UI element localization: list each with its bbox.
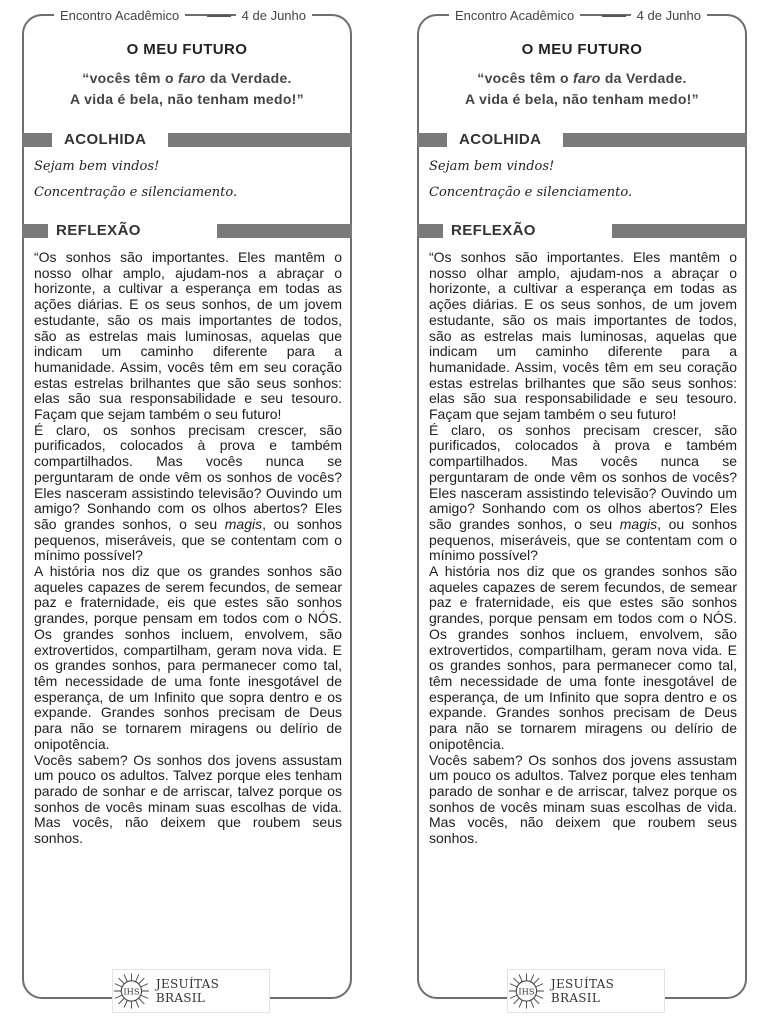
acolhida-section-bar (22, 132, 352, 148)
welcome-text: Sejam bem vindos! (429, 159, 555, 174)
paragraph: “Os sonhos são importantes. Eles mantêm o nosso olhar amplo, ajudam-nos a abraçar o horizonte, a cultivar a esperança em todas as ações diárias. E os seus sonhos, de um jovem estudante, são os mais importantes de todos, são as estrelas mais luminosas, aquelas que indicam um caminho diferente para a humanidade. Assim, vocês têm em seu coração estas estrelas brilhantes que são seus sonhos: elas são sua responsabilidade e seu tesouro. Façam que sejam também o seu futuro! (34, 249, 342, 423)
paragraph: A história nos diz que os grandes sonhos são aqueles capazes de serem fecundos, de semear paz e fraternidade, eis que estes são sonhos grandes, porque pensam em todos com o NÓS. Os grandes sonhos incluem, envolvem, são extrovertidos, compartilham, geram nova vida. E os grandes sonhos, para permanecer como tal, têm necessidade de uma fonte inesgotável de esperança, de um Infinito que sopra dentro e os expande. Grandes sonhos precisam de Deus para não se tornarem miragens ou delírio de onipotência. (429, 563, 737, 752)
jesuitas-logo (112, 969, 270, 1013)
header-divider (207, 15, 231, 17)
reflection-text (34, 250, 342, 847)
event-date: 4 de Junho (236, 7, 312, 25)
paragraph: Vocês sabem? Os sonhos dos jovens assustam um pouco os adultos. Talvez porque eles tenham parado de sonhar e de arriscar, talvez porque os sonhos de vocês minam suas escolhas de vida. Mas vocês, não deixem que roubem seus sonhos. (429, 751, 737, 847)
logo-text: JESUÍTAS BRASIL (155, 977, 220, 1005)
reflexao-heading: REFLEXÃO (56, 222, 141, 239)
reflexao-section-bar (22, 223, 352, 239)
acolhida-section-bar (417, 132, 747, 148)
reflection-text (429, 250, 737, 847)
header-divider (602, 15, 626, 17)
event-name: Encontro Acadêmico (449, 7, 580, 25)
card-header (24, 7, 350, 27)
acolhida-heading: ACOLHIDA (459, 131, 542, 148)
page-title: O MEU FUTURO (521, 41, 643, 58)
logo-text: JESUÍTAS BRASIL (550, 977, 615, 1005)
paragraph: Vocês sabem? Os sonhos dos jovens assustam um pouco os adultos. Talvez porque eles tenham parado de sonhar e de arriscar, talvez porque os sonhos de vocês minam suas escolhas de vida. Mas vocês, não deixem que roubem seus sonhos. (34, 751, 342, 847)
concentration-text: Concentração e silenciamento. (34, 185, 238, 200)
paragraph: A história nos diz que os grandes sonhos são aqueles capazes de serem fecundos, de semear paz e fraternidade, eis que estes são sonhos grandes, porque pensam em todos com o NÓS. Os grandes sonhos incluem, envolvem, são extrovertidos, compartilham, geram nova vida. E os grandes sonhos, para permanecer como tal, têm necessidade de uma fonte inesgotável de esperança, de um Infinito que sopra dentro e os expande. Grandes sonhos precisam de Deus para não se tornarem miragens ou delírio de onipotência. (34, 563, 342, 752)
svg-text:IHS: IHS (518, 986, 535, 997)
acolhida-heading: ACOLHIDA (64, 131, 147, 148)
paragraph: É claro, os sonhos precisam crescer, são purificados, colocados à prova e também compartilhados. Mas vocês nunca se perguntaram de onde vêm os sonhos de vocês? Eles nasceram assistindo televisão? Ouvindo um amigo? Sonhando com os olhos abertos? Eles são grandes sonhos, o seu magis, ou sonhos pequenos, miseráveis, que se contentam com o mínimo possível? (429, 421, 737, 564)
ihs-sun-icon (508, 972, 545, 1010)
leaflet-card-left (22, 8, 352, 1005)
svg-text:IHS: IHS (123, 986, 140, 997)
jesuitas-logo (507, 969, 665, 1013)
reflexao-section-bar (417, 223, 747, 239)
event-name: Encontro Acadêmico (54, 7, 185, 25)
leaflet-card-right (417, 8, 747, 1005)
card-header (419, 7, 745, 27)
paragraph: É claro, os sonhos precisam crescer, são purificados, colocados à prova e também compartilhados. Mas vocês nunca se perguntaram de onde vêm os sonhos de vocês? Eles nasceram assistindo televisão? Ouvindo um amigo? Sonhando com os olhos abertos? Eles são grandes sonhos, o seu magis, ou sonhos pequenos, miseráveis, que se contentam com o mínimo possível? (34, 421, 342, 564)
welcome-text: Sejam bem vindos! (34, 159, 160, 174)
theme-quote: “vocês têm o faro da Verdade. A vida é bela, não tenham medo!” (70, 70, 304, 107)
reflexao-heading: REFLEXÃO (451, 222, 536, 239)
paragraph: “Os sonhos são importantes. Eles mantêm o nosso olhar amplo, ajudam-nos a abraçar o horizonte, a cultivar a esperança em todas as ações diárias. E os seus sonhos, de um jovem estudante, são os mais importantes de todos, são as estrelas mais luminosas, aquelas que indicam um caminho diferente para a humanidade. Assim, vocês têm em seu coração estas estrelas brilhantes que são seus sonhos: elas são sua responsabilidade e seu tesouro. Façam que sejam também o seu futuro! (429, 249, 737, 423)
page-title: O MEU FUTURO (126, 41, 248, 58)
event-date: 4 de Junho (631, 7, 707, 25)
concentration-text: Concentração e silenciamento. (429, 185, 633, 200)
ihs-sun-icon (113, 972, 150, 1010)
theme-quote: “vocês têm o faro da Verdade. A vida é bela, não tenham medo!” (465, 70, 699, 107)
